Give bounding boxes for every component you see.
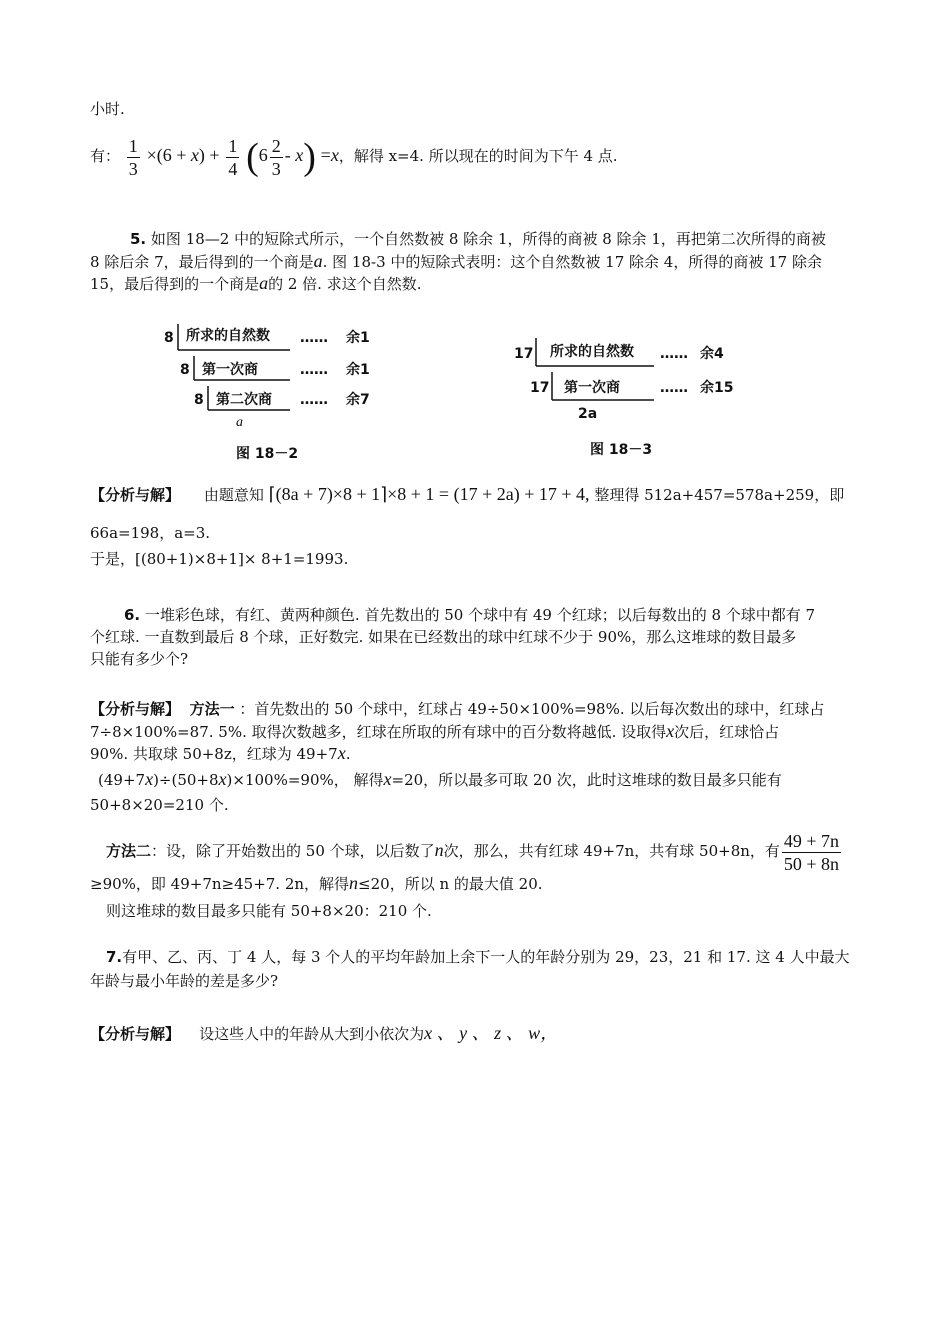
answer-6-line-2: 7÷8×100%=87. 5%. 取得次数越多，红球在所取的所有球中的百分数将越低. 设取得x次后，红球恰占 [90, 721, 780, 741]
final-quotient: 2a [578, 406, 598, 422]
answer-6-line-7: ≥90%，即 49+7n≥45+7. 2n，解得n≤20，所以 n 的最大值 20. [90, 873, 543, 893]
fraction: $\frac{1}{4}$ [228, 135, 238, 179]
problem-6-line-3: 只能有多少个? [90, 650, 189, 668]
divisor: 8 [180, 362, 190, 378]
dots: …… [300, 330, 328, 346]
problem-7-line-2: 年龄与最小年龄的差是多少? [90, 972, 279, 990]
divisor: 17 [530, 380, 550, 396]
answer-7-line-1: 【分析与解】 设这些人中的年龄从大到小依次为x 、 y 、 z 、 w， [90, 1023, 559, 1043]
figure-caption: 图 18－2 [236, 446, 299, 462]
answer-5-line-2: 66a=198，a=3. [90, 524, 211, 542]
answer-6-line-4: (49+7x)÷(50+8x)×100%=90%， 解得x=20，所以最多可取 20 次，此时这堆球的数目最多只能有 [98, 769, 782, 789]
problem-6-line-2: 个红球. 一直数到最后 8 个球，正好数完. 如果在已经数出的球中红球不少于 90%，那么这堆球的数目最多 [90, 628, 797, 646]
remainder: 余1 [346, 330, 370, 346]
answer-6-line-1: 【分析与解】 方法一 ：首先数出的 50 个球中，红球占 49÷50×100%=98%. 以后每次数出的球中，红球占 [90, 700, 825, 718]
remainder: 余7 [346, 392, 370, 408]
fraction: $\frac{49 + 7n}{50 + 8n}$ [783, 830, 840, 874]
text-line: 小时. [90, 100, 125, 118]
problem-7-line-1: 7.有甲、乙、丙、丁 4 人，每 3 个人的平均年龄加上余下一人的年龄分别为 29，23，21 和 17. 这 4 人中最大 [106, 948, 850, 966]
answer-6-line-5: 50+8×20=210 个. [90, 796, 229, 814]
answer-6-line-3: 90%. 共取球 50+8z，红球为 49+7x. [90, 743, 351, 763]
figure-18-3 [512, 330, 772, 470]
problem-5-line-1: 5. 如图 18—2 中的短除式所示，一个自然数被 8 除余 1，所得的商被 8 除余 1，再把第二次所得的商被 [130, 230, 826, 248]
divisor: 8 [164, 330, 174, 346]
divisor: 8 [194, 392, 204, 408]
problem-5-line-2: 8 除后余 7，最后得到的一个商是a. 图 18-3 中的短除式表明：这个自然数被 17 除余 4，所得的商被 17 除余 [90, 251, 822, 271]
dividend-label: 所求的自然数 [186, 328, 270, 344]
quotient-label: 第一次商 [564, 380, 620, 396]
answer-6-method-2: 方法二：设，除了开始数出的 50 个球，以后数了n次，那么，共有红球 49+7n，共有球 50+8n，有 $\frac{49 + 7n}{50 + 8n}$ [106, 830, 840, 874]
dividend-label: 所求的自然数 [550, 344, 634, 360]
final-quotient: a [236, 415, 243, 430]
remainder: 余1 [346, 362, 370, 378]
fraction: $\frac{2}{3}$ [271, 135, 281, 179]
dots: …… [660, 346, 688, 362]
answer-5-line-1: 【分析与解】 由题意知 ⌈(8a + 7)×8 + 1⌉×8 + 1 = (17 + 2a) + 17 + 4, 整理得 512a+457=578a+259，即 [90, 484, 845, 504]
figure-caption: 图 18－3 [590, 442, 653, 458]
figure-18-2 [150, 318, 410, 468]
answer-5-line-3: 于是，[(80+1)×8+1]× 8+1=1993. [90, 550, 349, 568]
equation-line: 有： $\frac{1}{3}$ ×(6 + x) + $\frac{1}{4}$ (6 $\frac{2}{3}$ - x) =x，解得 x=4. 所以现在的时间为下午 4 点. [90, 135, 618, 179]
problem-5-line-3: 15，最后得到的一个商是a的 2 倍. 求这个自然数. [90, 273, 422, 293]
problem-6-line-1: 6. 一堆彩色球，有红、黄两种颜色. 首先数出的 50 个球中有 49 个红球；以后每数出的 8 个球中都有 7 [124, 606, 816, 624]
answer-6-line-8: 则这堆球的数目最多只能有 50+8×20：210 个. [106, 902, 432, 920]
fraction: $\frac{1}{3}$ [128, 135, 138, 179]
quotient-label: 第二次商 [216, 392, 272, 408]
dots: …… [660, 380, 688, 396]
quotient-label: 第一次商 [202, 362, 258, 378]
dots: …… [300, 362, 328, 378]
remainder: 余15 [700, 380, 734, 396]
remainder: 余4 [700, 346, 724, 362]
divisor: 17 [514, 346, 534, 362]
dots: …… [300, 392, 328, 408]
